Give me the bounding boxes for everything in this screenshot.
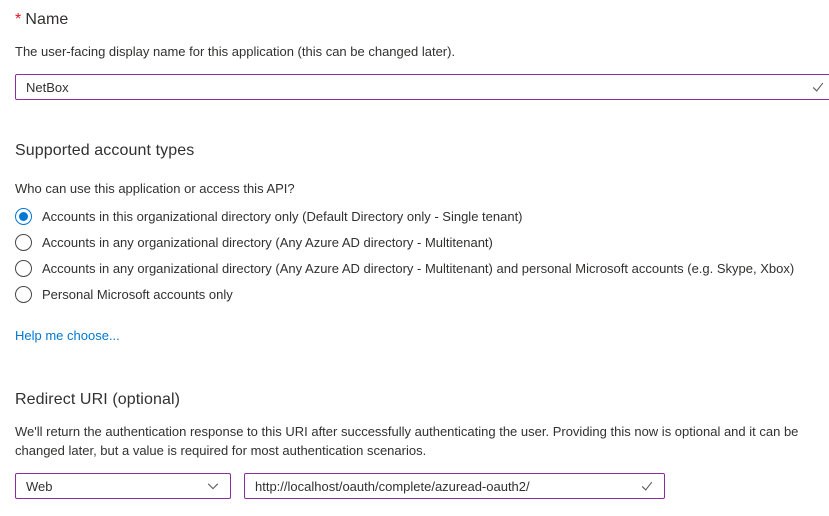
radio-option-multitenant[interactable] (15, 229, 794, 255)
radio-option-label: Accounts in this organizational directory only (Default Directory only - Single tenant) (42, 208, 523, 224)
radio-button-icon (15, 208, 32, 225)
name-description: The user-facing display name for this application (this can be changed later). (15, 44, 456, 59)
radio-button-icon (15, 286, 32, 303)
account-types-section-title: Supported account types (15, 142, 195, 159)
radio-option-single-tenant[interactable] (15, 203, 794, 229)
redirect-uri-input[interactable] (255, 479, 640, 494)
name-section-title-text: Name (25, 11, 69, 28)
platform-select-value: Web (26, 478, 53, 494)
redirect-uri-description: We'll return the authentication response to this URI after successfully authenticating the user. Providing this now is optional and it can be changed later, but a value is required for most authentication scenarios. (15, 424, 799, 458)
redirect-uri-section-title: Redirect URI (optional) (15, 391, 181, 408)
radio-option-multitenant-personal[interactable] (15, 255, 794, 281)
name-section-title (15, 11, 68, 29)
required-asterisk: * (15, 11, 22, 28)
radio-option-label: Personal Microsoft accounts only (42, 286, 233, 302)
redirect-uri-input-container (244, 473, 665, 499)
checkmark-icon (640, 479, 654, 493)
name-input-container (15, 74, 829, 100)
chevron-down-icon (206, 479, 220, 493)
radio-button-icon (15, 234, 32, 251)
account-types-question: Who can use this application or access this API? (15, 181, 295, 196)
radio-option-label: Accounts in any organizational directory (Any Azure AD directory - Multitenant) and personal Microsoft accounts (e.g. Skype, Xbox) (42, 260, 795, 276)
radio-option-label: Accounts in any organizational directory (Any Azure AD directory - Multitenant) (42, 234, 493, 250)
redirect-uri-controls (15, 473, 665, 499)
radio-option-personal-only[interactable] (15, 281, 794, 307)
checkmark-icon (811, 80, 825, 94)
help-me-choose-link[interactable]: Help me choose... (15, 328, 120, 343)
platform-select-dropdown[interactable] (15, 473, 231, 499)
account-types-radio-group (15, 203, 794, 307)
radio-button-icon (15, 260, 32, 277)
name-input[interactable] (26, 80, 811, 95)
